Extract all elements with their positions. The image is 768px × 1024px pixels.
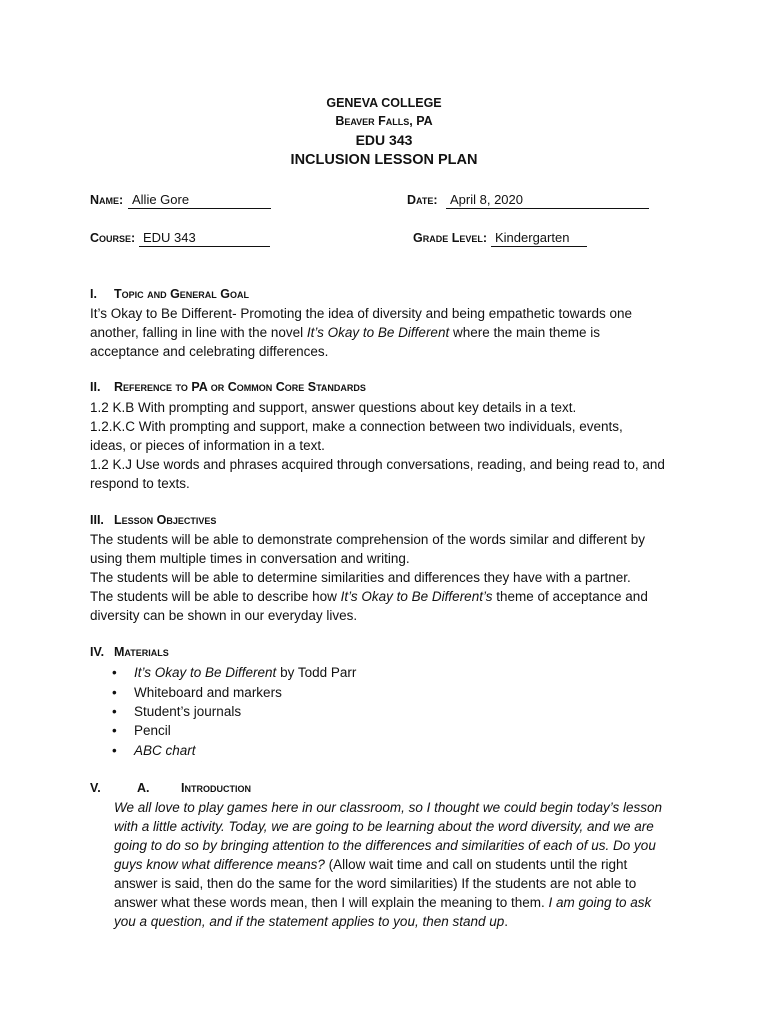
- section-5-line-3: going to do so by bringing attention to the differences and similarities of each of us. Do you: [114, 838, 656, 853]
- section-2-line-1: 1.2 K.B With prompting and support, answer questions about key details in a text.: [90, 400, 577, 415]
- course-field: [139, 230, 270, 247]
- section-2-title: Reference to PA or Common Core Standards: [114, 380, 366, 394]
- section-5-line-7-period: .: [504, 914, 509, 929]
- section-5-line-6-end: I am going to ask: [548, 895, 652, 910]
- section-2-line-4: 1.2 K.J Use words and phrases acquired through conversations, reading, and being read to, and: [90, 457, 665, 472]
- course-value: EDU 343: [143, 230, 196, 245]
- bullet-icon: •: [112, 665, 117, 680]
- section-3-line-4-start: The students will be able to describe how: [90, 589, 341, 604]
- materials-item-5: [112, 741, 196, 760]
- section-3-line-4: [90, 587, 680, 606]
- section-5-line-6: [114, 893, 704, 912]
- section-3-line-2: using them multiple times in conversation and writing.: [90, 551, 410, 566]
- grade-level-value: Kindergarten: [495, 230, 570, 245]
- section-1-line-2-start: another, falling in line with the novel: [90, 325, 307, 340]
- course-code-heading: EDU 343: [355, 132, 413, 148]
- materials-item-text: Pencil: [134, 723, 171, 738]
- section-5-title: Introduction: [181, 781, 251, 795]
- section-2-number: II.: [90, 380, 101, 394]
- novel-title-possessive: It’s Okay to Be Different’s: [340, 589, 493, 604]
- section-2-line-3: ideas, or pieces of information in a text.: [90, 438, 325, 453]
- section-1-line-1: It’s Okay to Be Different- Promoting the idea of diversity and being empathetic towards one: [90, 306, 633, 321]
- section-5-line-6-start: answer what these words mean, then I will explain the meaning to them.: [114, 895, 549, 910]
- section-3-number: III.: [90, 513, 104, 527]
- section-2-line-5: respond to texts.: [90, 476, 190, 491]
- section-3-title: Lesson Objectives: [114, 513, 217, 527]
- name-label: Name:: [90, 193, 124, 207]
- materials-item-2: [112, 683, 282, 702]
- section-5-line-4: [114, 855, 704, 874]
- section-1-line-2: [90, 323, 680, 342]
- section-1-number: I.: [90, 287, 97, 301]
- section-5-line-4-note: (Allow wait time and call on students until the right: [324, 857, 628, 872]
- course-label: Course:: [90, 231, 136, 245]
- section-5-sub-letter: A.: [137, 781, 150, 795]
- materials-item-4: [112, 721, 171, 740]
- materials-item-text: Whiteboard and markers: [134, 685, 282, 700]
- section-3-line-4-end: theme of acceptance and: [492, 589, 648, 604]
- section-5-line-5: answer is said, then do the same for the word similarities) If the students are not able to: [114, 876, 637, 891]
- materials-item-text: Student’s journals: [134, 704, 242, 719]
- name-field: [128, 192, 271, 209]
- lesson-plan-title: INCLUSION LESSON PLAN: [290, 152, 478, 168]
- materials-item-3: [112, 702, 241, 721]
- section-4-title: Materials: [114, 645, 169, 659]
- bullet-icon: •: [112, 704, 117, 719]
- section-4-number: IV.: [90, 645, 105, 659]
- college-name: GENEVA COLLEGE: [326, 96, 442, 110]
- grade-level-label: Grade Level:: [413, 231, 488, 245]
- materials-item-text: ABC chart: [134, 743, 196, 758]
- college-location: Beaver Falls, PA: [335, 114, 433, 128]
- novel-title: It’s Okay to Be Different: [306, 325, 450, 340]
- section-3-line-5: diversity can be shown in our everyday lives.: [90, 608, 358, 623]
- section-5-number: V.: [90, 781, 101, 795]
- bullet-icon: •: [112, 685, 117, 700]
- section-1-title: Topic and General Goal: [114, 287, 250, 301]
- section-3-line-1: The students will be able to demonstrate comprehension of the words similar and different by: [90, 532, 646, 547]
- date-value: April 8, 2020: [450, 192, 523, 207]
- name-value: Allie Gore: [132, 192, 190, 207]
- materials-book-author: by Todd Parr: [276, 665, 357, 680]
- bullet-icon: •: [112, 743, 117, 758]
- section-3-line-3: The students will be able to determine similarities and differences they have with a partner.: [90, 570, 631, 585]
- section-5-line-1: We all love to play games here in our classroom, so I thought we could begin today’s lesson: [114, 800, 663, 815]
- section-2-line-2: 1.2.K.C With prompting and support, make a connection between two individuals, events,: [90, 419, 623, 434]
- section-1-line-2-end: where the main theme is: [449, 325, 601, 340]
- section-5-line-7: [114, 912, 704, 931]
- materials-item-1: [112, 663, 356, 682]
- section-5-line-2: with a little activity. Today, we are going to be learning about the word diversity, and we are: [114, 819, 654, 834]
- date-field: [446, 192, 649, 209]
- section-5-line-7-text: you a question, and if the statement applies to you, then stand up: [114, 914, 505, 929]
- date-label: Date:: [407, 193, 438, 207]
- section-1-line-3: acceptance and celebrating differences.: [90, 344, 329, 359]
- section-5-line-4-question: guys know what difference means?: [114, 857, 325, 872]
- grade-level-field: [491, 230, 587, 247]
- bullet-icon: •: [112, 723, 117, 738]
- materials-book-title: It’s Okay to Be Different: [134, 665, 277, 680]
